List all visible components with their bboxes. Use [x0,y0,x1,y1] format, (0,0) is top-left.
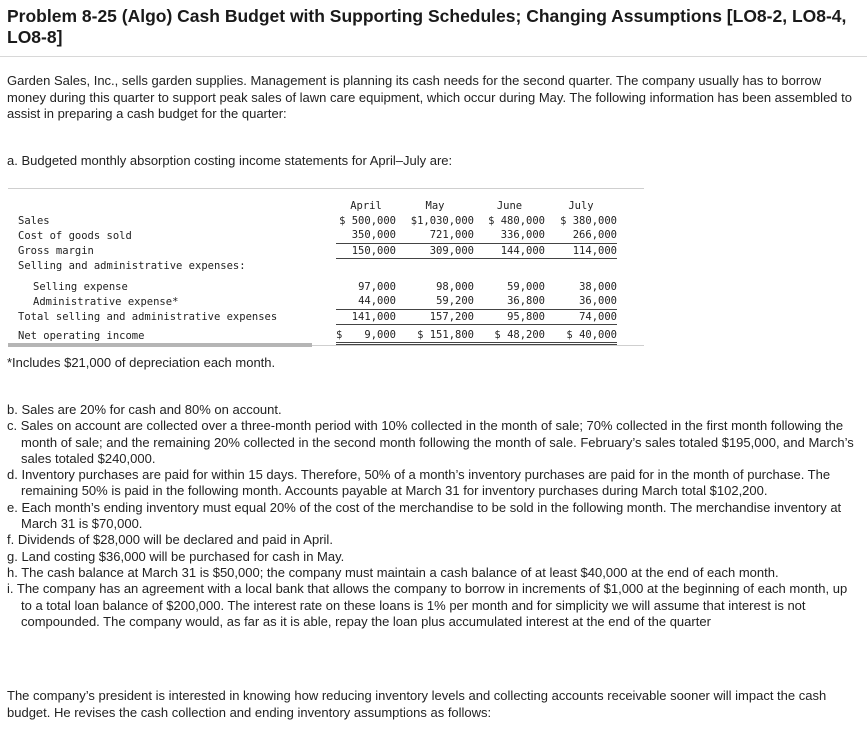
cell: 141,000 [336,309,396,325]
row-label: Total selling and administrative expenses [18,311,278,323]
list-item: d. Inventory purchases are paid for within 15 days. Therefore, 50% of a month’s inventory purchases are paid for in the month of purchase. The remaining 50% is paid in the following month. Accounts payable at March 31 for inventory purchases during March total $102,200. [7,467,831,499]
cell: 97,000 [358,280,396,293]
cell: $ 500,000 [339,214,396,227]
table-row-gross-margin [18,243,617,259]
cell: $ 9,000 [336,325,396,344]
list-item: c. Sales on account are collected over a three-month period with 10% collected in the month of sale; 70% collected in the first month following the month of sale; and the remaining 20% collected in the second month following the month of sale. February’s sales totaled $195,000, and March’s sales totaled $240,000. [7,418,854,466]
cell: 59,000 [507,280,545,293]
cell: $ 480,000 [488,214,545,227]
page-title: Problem 8-25 (Algo) Cash Budget with Supporting Schedules; Changing Assumptions [LO8-2, LO8-4, LO8-8] [7,6,847,47]
cell: $ 48,200 [474,325,545,344]
cell: $ 151,800 [396,325,474,344]
list-item: i. The company has an agreement with a local bank that allows the company to borrow in increments of $1,000 at the beginning of each month, up to a total loan balance of $200,000. The interest rate on these loans is 1% per month and for simplicity we will assume that interest is not compounded. The company would, as far as it is able, repay the loan plus accumulated interest at the end of the quarter [7,581,848,629]
list-item: e. Each month’s ending inventory must equal 20% of the cost of the merchandise to be sold in the following month. The merchandise inventory at March 31 is $70,000. [7,499,842,532]
cell: 74,000 [545,309,617,325]
table-row-net-operating-income [18,325,617,344]
table-row-cogs [18,228,617,243]
cell: $ 380,000 [560,214,617,227]
cell: 36,800 [474,294,545,309]
cell: 150,000 [336,243,396,259]
currency-symbol: $ [336,328,343,341]
title-divider [0,56,867,57]
list-item: g. Land costing $36,000 will be purchased for cash in May. [7,548,345,564]
list-item: f. Dividends of $28,000 will be declared and paid in April. [7,532,333,548]
row-label: Selling and administrative expenses: [18,260,246,272]
cell: 309,000 [396,243,474,259]
col-header-april: April [350,200,382,212]
intro-paragraph: Garden Sales, Inc., sells garden supplies. Management is planning its cash needs for the second quarter. The company usually has to borrow money during this quarter to support peak sales of lawn care equipment, which occur during May. The following information has been assembled to assist in preparing a cash budget for the quarter: [7,73,852,121]
cell: 95,800 [474,309,545,325]
cell: $ 40,000 [545,325,617,344]
depreciation-footnote: *Includes $21,000 of depreciation each month. [7,355,276,370]
cell: 266,000 [545,228,617,243]
col-header-july: July [568,200,594,212]
row-label: Net operating income [18,330,145,342]
row-label: Administrative expense* [33,295,179,308]
table-row-admin [18,294,617,309]
row-label: Gross margin [18,245,94,257]
cell: $1,030,000 [410,214,474,227]
row-label: Cost of goods sold [18,229,132,242]
table-row-total-sga [18,309,617,325]
cell: 59,200 [396,294,474,309]
row-label: Sales [18,214,50,227]
list-item: h. The cash balance at March 31 is $50,000; the company must maintain a cash balance of at least $40,000 at the end of each month. [7,564,779,580]
cell: 350,000 [336,228,396,243]
table-header-row [18,199,617,214]
statement-frame-bottom [312,345,644,346]
cell: 721,000 [396,228,474,243]
income-statement-table [18,199,617,345]
cell: 44,000 [336,294,396,309]
table-row-sga-header [18,259,617,274]
col-header-june: June [496,200,523,212]
cell: 36,000 [545,294,617,309]
cell: 114,000 [545,243,617,259]
cell: 157,200 [396,309,474,325]
col-header-may: May [425,200,445,212]
part-a-text: a. Budgeted monthly absorption costing income statements for April–July are: [7,153,453,168]
table-row-selling [18,280,617,295]
assumptions-list [7,402,855,630]
cell: 144,000 [474,243,545,259]
cell: 38,000 [579,280,617,293]
cell: 336,000 [474,228,545,243]
table-row-sales [18,214,617,229]
list-item: b. Sales are 20% for cash and 80% on account. [7,402,282,417]
closing-paragraph: The company’s president is interested in knowing how reducing inventory levels and collecting accounts receivable sooner will impact the cash budget. He revises the cash collection and ending inventory assumptions as follows: [7,688,827,720]
cell: 98,000 [436,280,474,293]
row-label: Selling expense [33,280,128,293]
